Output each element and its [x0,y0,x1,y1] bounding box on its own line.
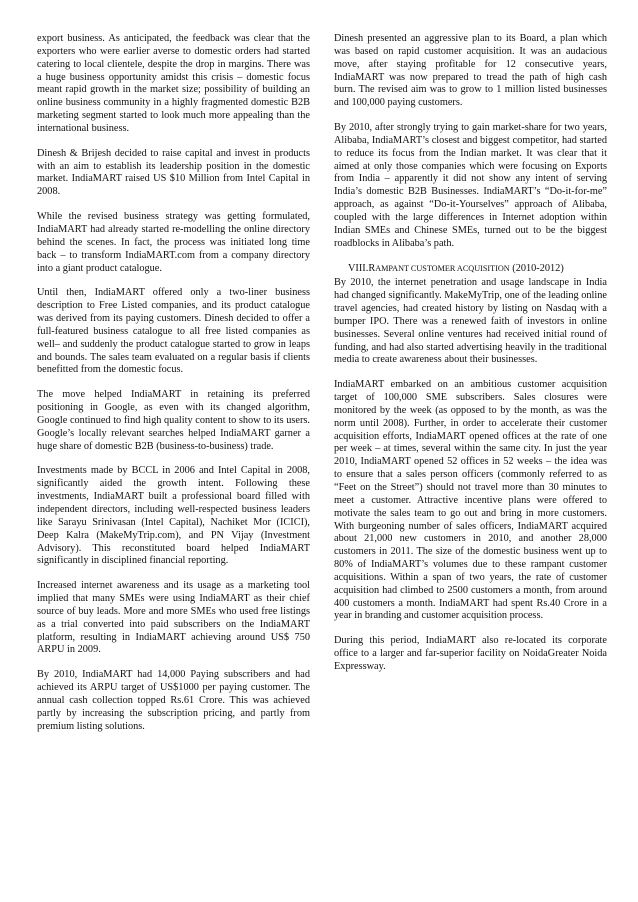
paragraph: The move helped IndiaMART in retaining its preferred positioning in Google, as even with its changed algorithm, Google continued to find high quality content to show to its users. Google’s locally relevant searches helped IndiaMART garner a huge share of domestic B2B (business-to-business) trade. [37,389,310,452]
section-title-initial: R [368,262,376,274]
paragraph: IndiaMART embarked on an ambitious customer acquisition target of 100,000 SME subscribers. Sales closures were monitored by the week (as opposed to by the month, as was the norm until 2008). Further, in order to accelerate their customer acquisition efforts, IndiaMART opened offices at the rate of one per week – at times, several within the same city. In just the year 2010, IndiaMART opened 52 offices in 52 weeks – the idea was to ensure that a sales person officers (commonly referred to as “Feet on the Street”) should not travel more than 30 minutes to meet a customer. Attractive incentive plans were offered to motivate the sales team to go out and bring in more customers. With burgeoning number of sales officers, IndiaMART acquired about 21,000 new customers in 2010, and another 28,000 customers in 2011. The size of the domestic business went up to 80% of IndiaMART’s volumes due to these rampant customer acquisitions. Within a span of two years, the rate of customer acquisition had climbed to 2500 customers a month, from around 400 customers a month. IndiaMART had spent Rs.40 Crore in a year in branding and customer acquisition process. [334,379,607,622]
paragraph: Investments made by BCCL in 2006 and Intel Capital in 2008, significantly aided the growth intent. Following these investments, IndiaMART built a professional board filled with independent directors, including well-respected business leaders like Sarayu Srinivasan (Intel Capital), Nachiket Mor (ICICI), Deep Kalra (MakeMyTrip.com), and PN Vijay (Investment Advisory). This reconstituted board helped IndiaMART significantly in disciplined financial reporting. [37,465,310,567]
document-page [37,33,607,746]
paragraph: Until then, IndiaMART offered only a two-liner business description to Free Listed companies, and its product catalogue was derived from its paying customers. Dinesh decided to offer a full-featured business catalogue to all free listed companies as well– and suddenly the product catalogue started to grow in leaps and bounds. The sales team evaluated on a regular basis if clients benefitted from the domestic focus. [37,287,310,376]
paragraph: While the revised business strategy was getting formulated, IndiaMART had already started re-modelling the online directory behind the scenes. In fact, the process was initiated long time back – to transform IndiaMART.com from a company directory into a giant product catalogue. [37,211,310,274]
paragraph: By 2010, after strongly trying to gain market-share for two years, Alibaba, IndiaMART’s closest and biggest competitor, had started to reduce its focus from the Indian market. It was clear that it aimed at only those companies which were focusing on Exports from India – apparently it did not show any intent of serving India’s domestic B2B Businesses. IndiaMART’s “Do-it-for-me” approach, as against “Do-it-Yourselves” approach of Alibaba, coupled with the large differences in Internet adoption within Indian SMEs and Chinese SMEs, turned out to be the biggest roadblocks in Alibaba’s path. [334,122,607,249]
paragraph: Dinesh & Brijesh decided to raise capital and invest in products with an aim to establish its leadership position in the domestic market. IndiaMART raised US $10 Million from Intel Capital in 2008. [37,147,310,198]
paragraph: Increased internet awareness and its usage as a marketing tool implied that many SMEs were using IndiaMART as their chief source of buy leads. More and more SMEs who used free listings as a trial converted into paid subscribers on the IndiaMART platform, resulting in IndiaMART achieving around US$ 750 ARPU in 2009. [37,580,310,656]
paragraph: By 2010, the internet penetration and usage landscape in India had changed significantly. MakeMyTrip, one of the leading online travel agencies, had created history by listing on Nasdaq with a bumper IPO. There was a renewed faith of investors in online businesses. Several online ventures had received initial round of funding, and had also started advertising heavily in the traditional media to create awareness about their businesses. [334,277,607,366]
paragraph: By 2010, IndiaMART had 14,000 Paying subscribers and had achieved its ARPU target of US$1000 per paying customer. The annual cash collection topped Rs.61 Crore. This was achieved partly by increasing the subscription pricing, and partly from premium listing solutions. [37,669,310,732]
paragraph: During this period, IndiaMART also re-located its corporate office to a larger and far-superior facility on NoidaGreater Noida Expressway. [334,635,607,672]
section-years: (2010-2012) [512,262,564,274]
paragraph: export business. As anticipated, the feedback was clear that the exporters who were earlier averse to domestic orders had started catering to local clientele, despite the drop in margins. There was a huge business opportunity amidst this crisis – domestic focus meant rapid growth in the market size; possibility of building an online business community in a highly fragmented domestic B2B marketing segment started to look much more appealing than the international business. [37,33,310,134]
paragraph: Dinesh presented an aggressive plan to its Board, a plan which was based on rapid customer acquisition. It was an audacious move, after staying profitable for 12 consecutive years, IndiaMART was now prepared to tread the path of high cash burn. The revised aim was to grow to 1 million listed businesses and 100,000 paying customers. [334,33,607,109]
right-column [334,33,607,746]
left-column [37,33,310,746]
section-numeral: VIII. [348,262,369,274]
section-title-rest: AMPANT CUSTOMER ACQUISITION [375,263,510,273]
section-heading [334,263,607,276]
